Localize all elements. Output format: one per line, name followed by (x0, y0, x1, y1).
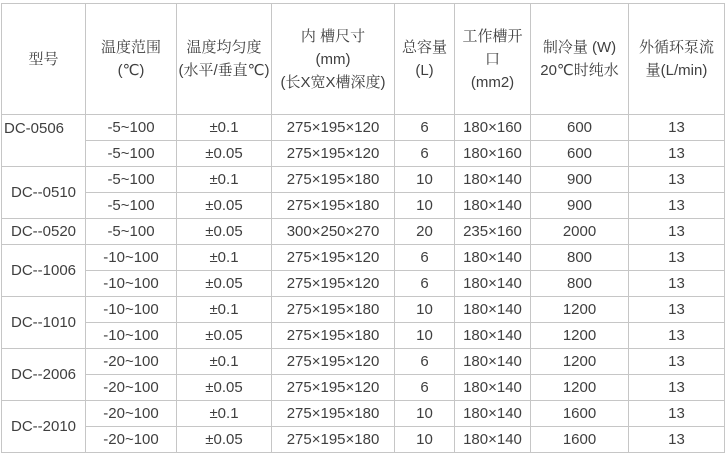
header-label: (水平/垂直℃) (178, 62, 270, 79)
table-row (2, 427, 725, 453)
spec-cell: -20~100 (86, 375, 177, 401)
spec-cell: 180×140 (455, 349, 531, 375)
spec-cell: -5~100 (86, 115, 177, 141)
header-label: 内 槽尺寸 (300, 27, 366, 45)
header-label: 外循环泵流 (638, 39, 714, 56)
spec-cell: 13 (629, 245, 725, 271)
spec-cell: -20~100 (86, 349, 177, 375)
spec-cell: 275×195×180 (272, 401, 395, 427)
spec-cell: 275×195×180 (272, 297, 395, 323)
model-cell: DC--1006 (2, 245, 86, 297)
spec-cell: 6 (395, 141, 455, 167)
table-row (2, 141, 725, 167)
spec-cell: 6 (395, 349, 455, 375)
spec-cell: 1200 (531, 349, 629, 375)
spec-cell: 275×195×120 (272, 245, 395, 271)
spec-cell: 6 (395, 375, 455, 401)
spec-cell: 1200 (531, 375, 629, 401)
spec-cell: 600 (531, 141, 629, 167)
spec-cell: ±0.05 (177, 141, 272, 167)
header-cell-tank-size (272, 4, 395, 115)
model-cell: DC--0520 (2, 219, 86, 245)
table-row (2, 375, 725, 401)
table-row (2, 323, 725, 349)
spec-cell: 13 (629, 427, 725, 453)
spec-cell: 600 (531, 115, 629, 141)
header-label: 工作槽开 (462, 27, 523, 45)
spec-cell: 180×140 (455, 375, 531, 401)
spec-cell: -5~100 (86, 167, 177, 193)
header-label: (mm2) (470, 73, 515, 91)
header-cell-pump-flow (629, 4, 725, 115)
spec-cell: 275×195×120 (272, 375, 395, 401)
model-cell: DC--2006 (2, 349, 86, 401)
header-label: (mm) (315, 50, 351, 68)
spec-cell: 10 (395, 193, 455, 219)
spec-cell: -5~100 (86, 219, 177, 245)
spec-cell: 13 (629, 349, 725, 375)
spec-cell: ±0.1 (177, 115, 272, 141)
header-label: 温度范围 (100, 39, 161, 56)
spec-cell: 180×140 (455, 167, 531, 193)
spec-cell: -20~100 (86, 427, 177, 453)
spec-cell: -5~100 (86, 193, 177, 219)
header-cell-opening (455, 4, 531, 115)
spec-cell: -10~100 (86, 271, 177, 297)
spec-cell: 180×140 (455, 297, 531, 323)
spec-cell: 1600 (531, 401, 629, 427)
spec-cell: 180×140 (455, 271, 531, 297)
header-label: 型号 (28, 50, 59, 68)
spec-cell: 275×195×180 (272, 167, 395, 193)
spec-cell: 275×195×180 (272, 323, 395, 349)
spec-cell: 6 (395, 245, 455, 271)
header-label: 量(L/min) (645, 62, 708, 79)
table-row (2, 219, 725, 245)
table-row (2, 193, 725, 219)
spec-cell: -10~100 (86, 323, 177, 349)
spec-cell: 900 (531, 193, 629, 219)
spec-cell: 180×140 (455, 401, 531, 427)
spec-cell: 10 (395, 323, 455, 349)
spec-cell: 10 (395, 167, 455, 193)
spec-cell: 13 (629, 167, 725, 193)
spec-cell: 900 (531, 167, 629, 193)
model-cell: DC--2010 (2, 401, 86, 453)
spec-cell: 275×195×120 (272, 115, 395, 141)
spec-cell: ±0.05 (177, 271, 272, 297)
spec-cell: 275×195×180 (272, 427, 395, 453)
spec-cell: 1200 (531, 323, 629, 349)
spec-cell: 2000 (531, 219, 629, 245)
spec-cell: ±0.05 (177, 375, 272, 401)
table-row (2, 167, 725, 193)
spec-cell: 180×140 (455, 427, 531, 453)
spec-cell: 13 (629, 193, 725, 219)
spec-cell: 13 (629, 141, 725, 167)
model-cell: DC--0510 (2, 167, 86, 219)
spec-cell: 275×195×180 (272, 193, 395, 219)
header-cell-temp-range (86, 4, 177, 115)
spec-cell: ±0.05 (177, 323, 272, 349)
spec-cell: 235×160 (455, 219, 531, 245)
spec-cell: 6 (395, 115, 455, 141)
table-row (2, 401, 725, 427)
spec-cell: 180×140 (455, 245, 531, 271)
spec-cell: 180×160 (455, 141, 531, 167)
header-cell-temp-uniformity (177, 4, 272, 115)
header-label: (℃) (117, 62, 145, 79)
table-row (2, 115, 725, 141)
model-cell: DC-0506 (2, 115, 86, 167)
spec-cell: 13 (629, 115, 725, 141)
spec-cell: 13 (629, 219, 725, 245)
header-label: 总容量 (401, 39, 447, 56)
spec-cell: 20 (395, 219, 455, 245)
header-label: (L) (415, 62, 434, 79)
spec-cell: 13 (629, 271, 725, 297)
spec-cell: ±0.05 (177, 427, 272, 453)
header-label: 制冷量 (W) (542, 39, 617, 56)
spec-cell: 13 (629, 401, 725, 427)
spec-cell: 275×195×120 (272, 271, 395, 297)
spec-cell: 13 (629, 323, 725, 349)
spec-cell: ±0.05 (177, 193, 272, 219)
header-cell-model (2, 4, 86, 115)
header-label: 20℃时纯水 (540, 62, 619, 79)
header-cell-capacity (395, 4, 455, 115)
spec-cell: 180×140 (455, 193, 531, 219)
spec-cell: 13 (629, 297, 725, 323)
header-cell-cooling (531, 4, 629, 115)
spec-cell: ±0.1 (177, 297, 272, 323)
header-label: 口 (484, 50, 500, 68)
spec-cell: 800 (531, 271, 629, 297)
spec-cell: 275×195×120 (272, 141, 395, 167)
spec-cell: ±0.1 (177, 245, 272, 271)
spec-cell: -10~100 (86, 245, 177, 271)
header-label: (长X宽X槽深度) (280, 73, 386, 91)
model-cell: DC--1010 (2, 297, 86, 349)
table-row (2, 297, 725, 323)
spec-cell: ±0.05 (177, 219, 272, 245)
spec-cell: -5~100 (86, 141, 177, 167)
table-row (2, 349, 725, 375)
spec-cell: 1200 (531, 297, 629, 323)
table-row (2, 245, 725, 271)
spec-cell: 800 (531, 245, 629, 271)
spec-cell: -20~100 (86, 401, 177, 427)
header-label: 温度均匀度 (186, 39, 262, 56)
spec-cell: 10 (395, 401, 455, 427)
spec-cell: 300×250×270 (272, 219, 395, 245)
spec-cell: 13 (629, 375, 725, 401)
spec-cell: 10 (395, 297, 455, 323)
spec-cell: ±0.1 (177, 401, 272, 427)
spec-cell: 1600 (531, 427, 629, 453)
spec-cell: 10 (395, 427, 455, 453)
header-row (2, 4, 725, 115)
spec-table (1, 3, 725, 453)
spec-cell: 6 (395, 271, 455, 297)
spec-cell: 180×160 (455, 115, 531, 141)
spec-cell: 180×140 (455, 323, 531, 349)
spec-cell: -10~100 (86, 297, 177, 323)
spec-cell: ±0.1 (177, 349, 272, 375)
spec-cell: ±0.1 (177, 167, 272, 193)
spec-cell: 275×195×120 (272, 349, 395, 375)
table-row (2, 271, 725, 297)
